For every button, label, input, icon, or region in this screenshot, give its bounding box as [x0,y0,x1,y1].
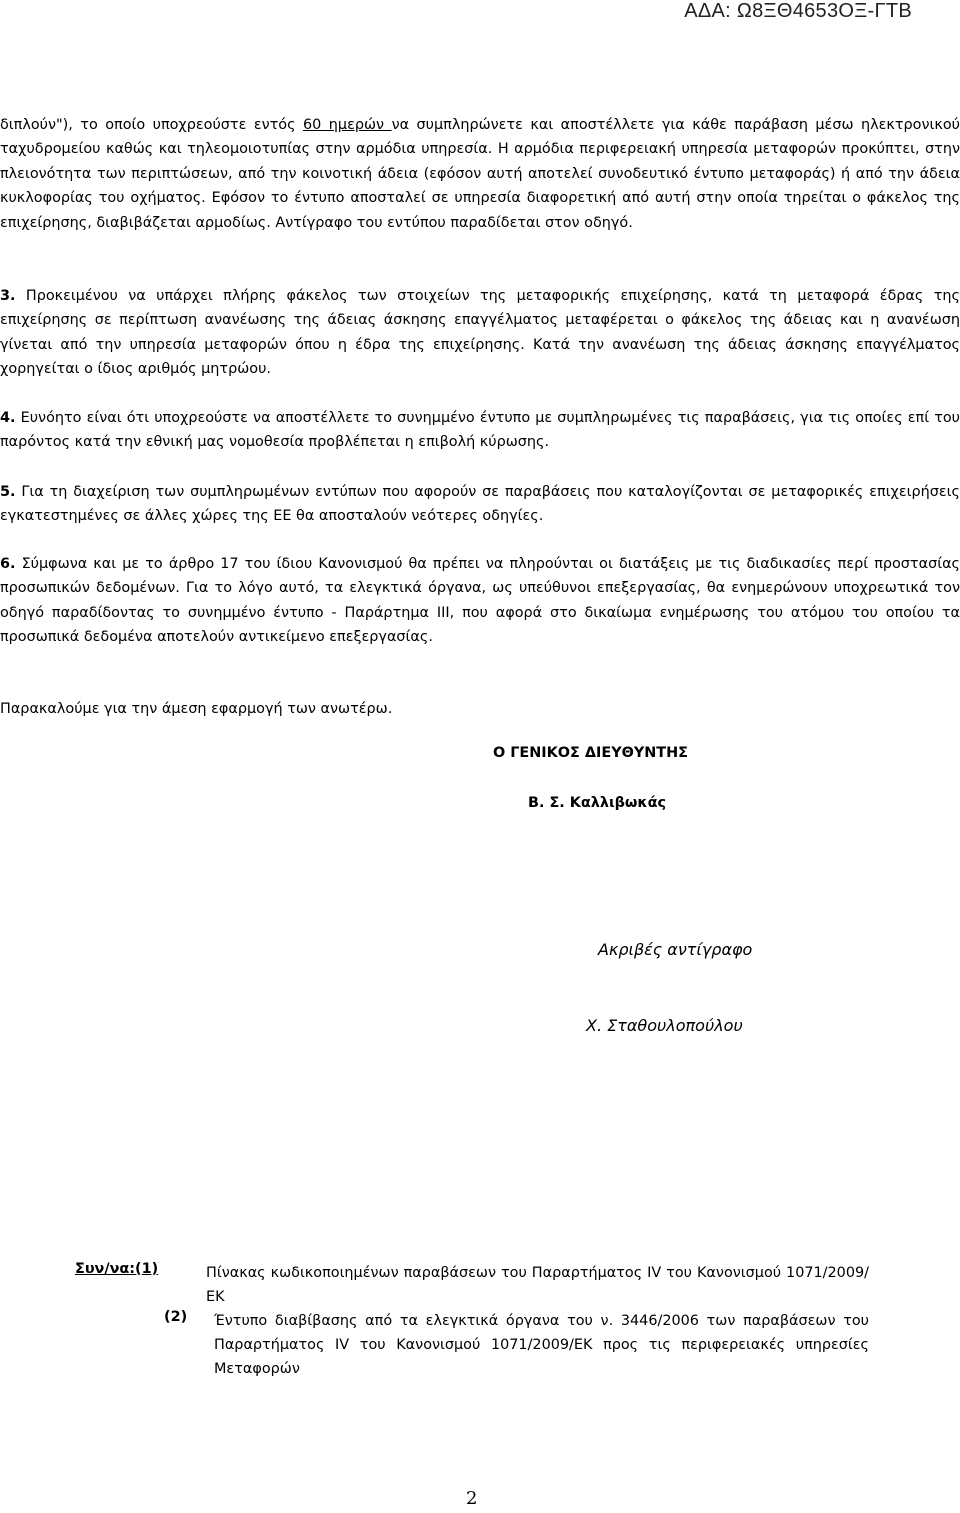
certified-copy-label: Ακριβές αντίγραφο [598,940,753,959]
paragraph-number: 4. [0,410,16,426]
paragraph-text: Σύμφωνα και με το άρθρο 17 του ίδιου Κανονισμού θα πρέπει να πληρούνται οι διατάξεις με τις διαδικασίες περί προστασίας προσωπικών δεδομένων. Για το λόγο αυτό, τα ελεγκτικά όργανα, ως υπεύθυνοι επεξεργασίας, θα ενημερώνουν υποχρεωτικά τον οδηγό παραδίδοντας το συνημμένο έντυπο - Παράρτημα ΙΙΙ, που αφορά στο δικαίωμα ενημέρωσης του ατόμου του οποίου τα προσωπικά δεδομένα αποτελούν αντικείμενο επεξεργασίας. [0,556,960,646]
intro-text-start: διπλούν"), το οποίο υποχρεούστε εντός [0,117,304,133]
paragraph-text: Για τη διαχείριση των συμπληρωμένων εντύπων που αφορούν σε παραβάσεις που καταλογίζονται σε μεταφορικές επιχειρήσεις εγκατεστημένες σε άλλες χώρες της ΕΕ θα αποσταλούν νεότερες οδηγίες. [0,484,960,525]
paragraph-number: 6. [0,556,16,572]
attachments-heading: Συν/να:(1) [75,1261,159,1277]
paragraph-intro [0,113,960,235]
deadline-link: 60 ημερών [303,117,392,133]
paragraph-3 [0,284,960,382]
paragraph-4 [0,406,960,455]
intro-text-rest: να συμπληρώνετε και αποστέλλετε για κάθε παράβαση μέσω ηλεκτρονικού ταχυδρομείου καθώς και τηλεομοιοτυπίας στην αρμόδια υπηρεσία. Η αρμόδια περιφερειακή υπηρεσία μεταφορών προκύπτει, στην πλειονότητα των περιπτώσεων, από την κοινοτική άδεια (εφόσον αυτή αποτελεί συνοδευτικό έντυπο μεταφοράς) ή από την άδεια κυκλοφορίας του οχήματος. Εφόσον το έντυπο αποσταλεί σε υπηρεσία διαφορετική από αυτή στην οποία τηρείται ο φάκελος της επιχείρησης, διαβιβάζεται αρμοδίως. Αντίγραφο του εντύπου παραδίδεται στον οδηγό. [0,117,960,231]
paragraph-text: Προκειμένου να υπάρχει πλήρης φάκελος των στοιχείων της μεταφορικής επιχείρησης, κατά τη μεταφορά έδρας της επιχείρησης σε περίπτωση ανανέωσης της άδειας άσκησης επαγγέλματος μεταφέρεται ο φάκελος της άδειας και η ανανέωση γίνεται από την υπηρεσία μεταφορών όπου η έδρα της επιχείρησης. Κατά την ανανέωση της άδειας άσκησης επαγγέλματος χορηγείται ο ίδιος αριθμός μητρώου. [0,288,960,378]
attachment-item-2: Έντυπο διαβίβασης από τα ελεγκτικά όργανα του ν. 3446/2006 των παραβάσεων του Παραρτήματος IV του Κανονισμού 1071/2009/ΕΚ προς τις περιφερειακές υπηρεσίες Μεταφορών [214,1313,869,1377]
signature-title: Ο ΓΕΝΙΚΟΣ ΔΙΕΥΘΥΝΤΗΣ [493,745,688,761]
paragraph-number: 3. [0,288,16,304]
paragraph-number: 5. [0,484,16,500]
page-number: 2 [466,1488,478,1509]
ada-code: ΑΔΑ: Ω8ΞΘ4653ΟΞ-ΓΤΒ [684,0,912,22]
paragraph-5 [0,480,960,529]
certified-copy-name: Χ. Σταθουλοπούλου [586,1016,743,1035]
closing-line: Παρακαλούμε για την άμεση εφαρμογή των ανωτέρω. [0,701,393,717]
paragraph-6 [0,552,960,650]
paragraph-text: Ευνόητο είναι ότι υποχρεούστε να αποστέλλετε το συνημμένο έντυπο με συμπληρωμένες τις παραβάσεις, για τις οποίες επί του παρόντος κατά την εθνική μας νομοθεσία προβλέπεται η επιβολή κύρωσης. [0,410,960,451]
signature-name: Β. Σ. Καλλιβωκάς [528,795,667,811]
attachment-item-2-number: (2) [164,1309,188,1325]
attachment-item-1: Πίνακας κωδικοποιημένων παραβάσεων του Παραρτήματος IV του Κανονισμού 1071/2009/ΕΚ [206,1265,869,1305]
